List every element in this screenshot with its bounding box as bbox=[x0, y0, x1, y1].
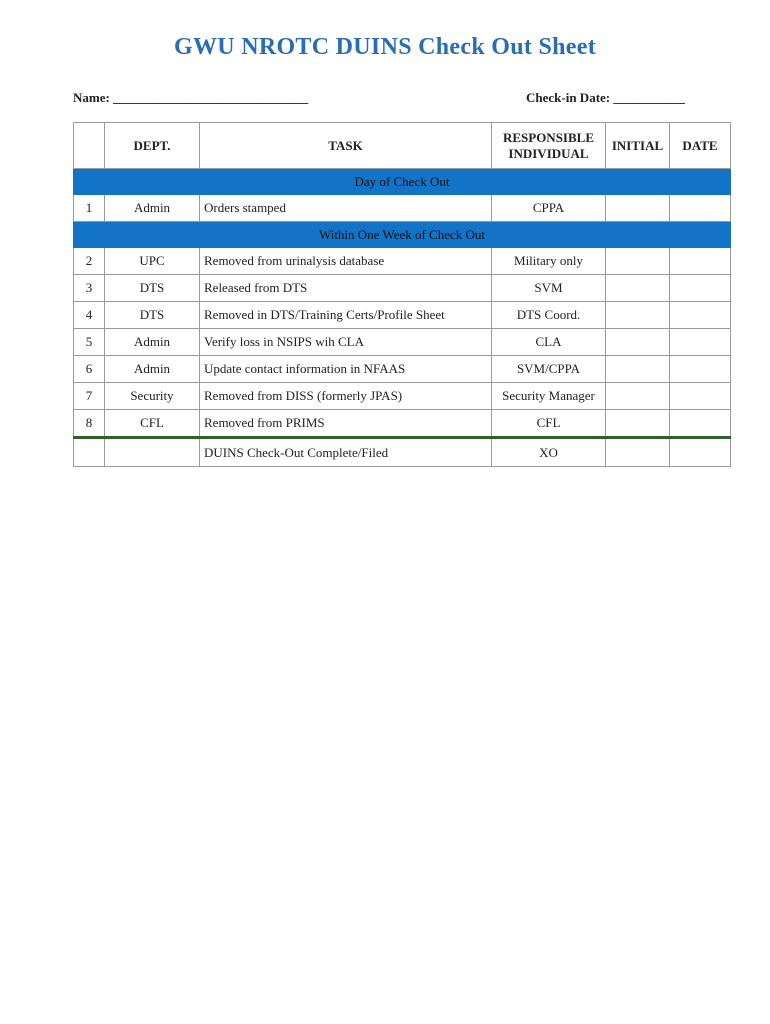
row-date-cell[interactable] bbox=[670, 329, 731, 356]
row-number: 7 bbox=[74, 383, 105, 410]
table-row bbox=[74, 195, 731, 222]
row-responsible: XO bbox=[492, 438, 606, 467]
row-task: Removed from urinalysis database bbox=[200, 248, 492, 275]
row-dept: Admin bbox=[105, 356, 200, 383]
row-date-cell[interactable] bbox=[670, 195, 731, 222]
row-responsible: SVM bbox=[492, 275, 606, 302]
row-task: Verify loss in NSIPS wih CLA bbox=[200, 329, 492, 356]
row-initial-cell[interactable] bbox=[606, 302, 670, 329]
header-row bbox=[74, 123, 731, 169]
row-dept: CFL bbox=[105, 410, 200, 438]
row-dept: DTS bbox=[105, 302, 200, 329]
table-row bbox=[74, 356, 731, 383]
row-dept bbox=[105, 438, 200, 467]
header-num bbox=[74, 123, 105, 169]
name-field[interactable]: Name: ______________________________ bbox=[73, 90, 309, 105]
row-number: 5 bbox=[74, 329, 105, 356]
row-responsible: Military only bbox=[492, 248, 606, 275]
row-task: Released from DTS bbox=[200, 275, 492, 302]
row-dept: UPC bbox=[105, 248, 200, 275]
row-responsible: CLA bbox=[492, 329, 606, 356]
row-dept: DTS bbox=[105, 275, 200, 302]
table-row bbox=[74, 302, 731, 329]
row-date-cell[interactable] bbox=[670, 383, 731, 410]
row-task: Removed from DISS (formerly JPAS) bbox=[200, 383, 492, 410]
row-task: Removed from PRIMS bbox=[200, 410, 492, 438]
header-responsible: RESPONSIBLE INDIVIDUAL bbox=[492, 123, 606, 169]
row-number: 4 bbox=[74, 302, 105, 329]
row-date-cell[interactable] bbox=[670, 248, 731, 275]
table-row bbox=[74, 329, 731, 356]
row-dept: Admin bbox=[105, 329, 200, 356]
checkin-date-field[interactable]: Check-in Date: ___________ bbox=[526, 90, 685, 105]
row-responsible: CPPA bbox=[492, 195, 606, 222]
row-number: 8 bbox=[74, 410, 105, 438]
row-initial-cell[interactable] bbox=[606, 356, 670, 383]
header-initial: INITIAL bbox=[606, 123, 670, 169]
section-day-of-checkout bbox=[74, 169, 731, 195]
section-label: Within One Week of Check Out bbox=[74, 222, 731, 248]
section-within-one-week bbox=[74, 222, 731, 248]
row-initial-cell[interactable] bbox=[606, 438, 670, 467]
row-task: DUINS Check-Out Complete/Filed bbox=[200, 438, 492, 467]
page-title: GWU NROTC DUINS Check Out Sheet bbox=[174, 34, 596, 60]
header-date: DATE bbox=[670, 123, 731, 169]
row-responsible: DTS Coord. bbox=[492, 302, 606, 329]
table-row bbox=[74, 275, 731, 302]
row-responsible: Security Manager bbox=[492, 383, 606, 410]
row-number: 1 bbox=[74, 195, 105, 222]
row-initial-cell[interactable] bbox=[606, 383, 670, 410]
section-label: Day of Check Out bbox=[74, 169, 731, 195]
row-initial-cell[interactable] bbox=[606, 275, 670, 302]
row-responsible: SVM/CPPA bbox=[492, 356, 606, 383]
header-task: TASK bbox=[200, 123, 492, 169]
row-task: Orders stamped bbox=[200, 195, 492, 222]
row-dept: Security bbox=[105, 383, 200, 410]
row-task: Removed in DTS/Training Certs/Profile Sheet bbox=[200, 302, 492, 329]
row-initial-cell[interactable] bbox=[606, 248, 670, 275]
table-row bbox=[74, 383, 731, 410]
checkout-table bbox=[73, 122, 731, 467]
row-date-cell[interactable] bbox=[670, 302, 731, 329]
row-date-cell[interactable] bbox=[670, 410, 731, 438]
row-number: 6 bbox=[74, 356, 105, 383]
row-initial-cell[interactable] bbox=[606, 329, 670, 356]
row-date-cell[interactable] bbox=[670, 438, 731, 467]
table-row bbox=[74, 248, 731, 275]
row-dept: Admin bbox=[105, 195, 200, 222]
final-row bbox=[74, 438, 731, 467]
row-number: 2 bbox=[74, 248, 105, 275]
row-responsible: CFL bbox=[492, 410, 606, 438]
header-dept: DEPT. bbox=[105, 123, 200, 169]
row-number bbox=[74, 438, 105, 467]
row-initial-cell[interactable] bbox=[606, 410, 670, 438]
row-task: Update contact information in NFAAS bbox=[200, 356, 492, 383]
row-number: 3 bbox=[74, 275, 105, 302]
row-initial-cell[interactable] bbox=[606, 195, 670, 222]
row-date-cell[interactable] bbox=[670, 275, 731, 302]
table-row bbox=[74, 410, 731, 438]
row-date-cell[interactable] bbox=[670, 356, 731, 383]
